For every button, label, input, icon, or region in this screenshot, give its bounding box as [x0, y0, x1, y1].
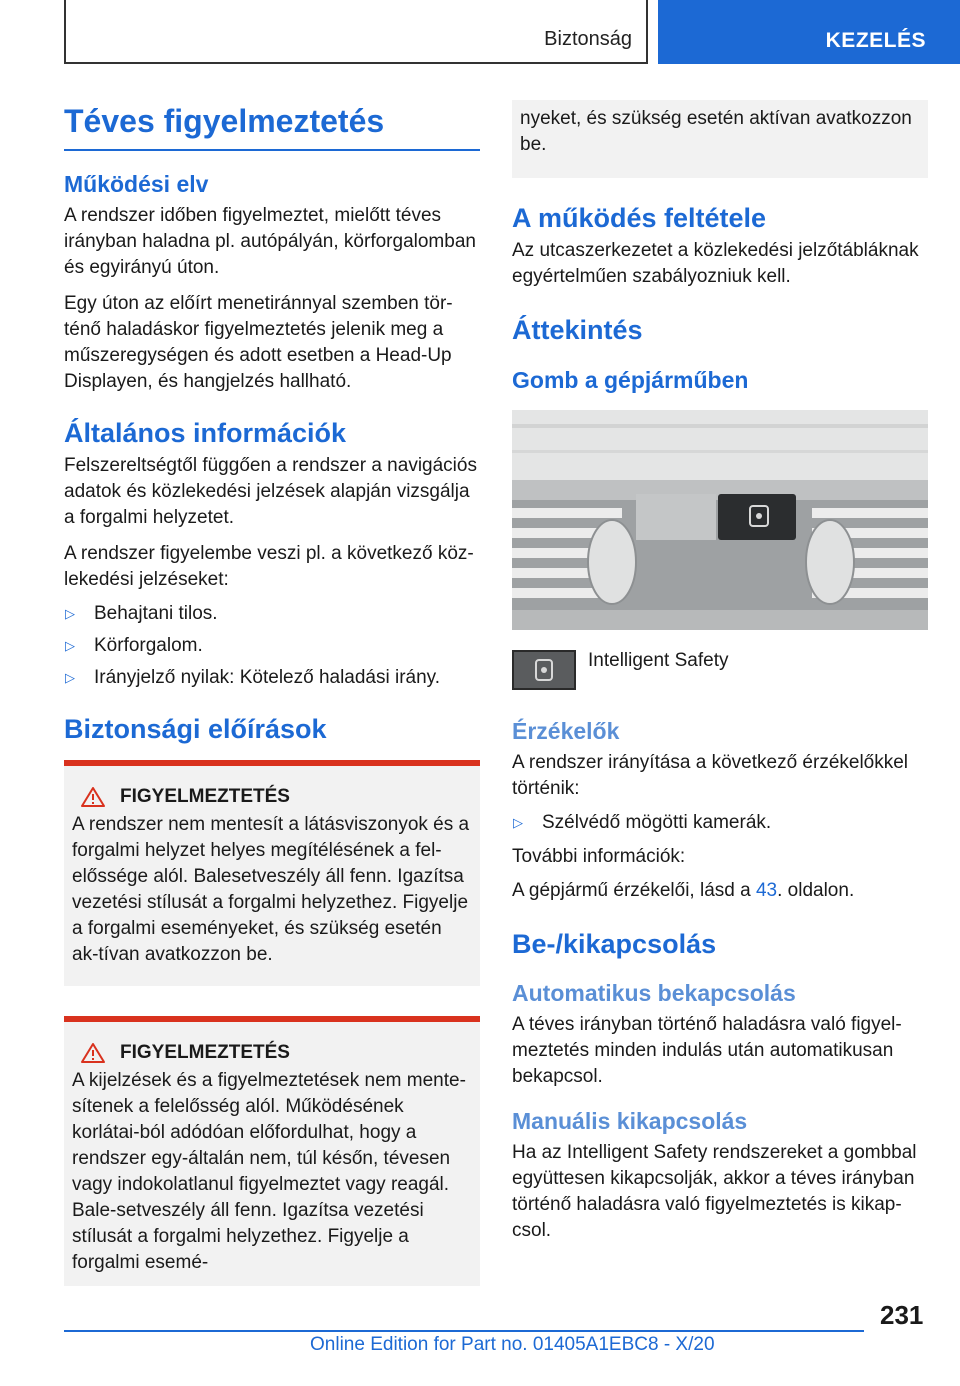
bullet-triangle-icon: ▷ — [513, 814, 523, 830]
paragraph-principle-2: Egy úton az előírt menetiránnyal szemben tör-ténő haladáskor figyelmeztetés jelenik meg a műszeregységen és adott esetben a Head-Up Displayen, és hangjelzés hallható. — [64, 292, 453, 392]
warning-box-1 — [64, 760, 480, 986]
bullet-triangle-icon: ▷ — [65, 670, 75, 686]
list-item — [64, 601, 480, 627]
list-item-text: Irányjelző nyilak: Kötelező haladási irány. — [94, 667, 441, 689]
heading-condition: A működés feltétele — [512, 203, 767, 233]
heading-on-off: Be-/kikapcsolás — [512, 928, 717, 959]
paragraph-general-1: Felszereltségtől függően a rendszer a navigációs adatok és közlekedési jelzések alapján vizsgálja a forgalmi helyzetet. — [64, 455, 477, 529]
list-item-text: Körforgalom. — [94, 635, 203, 657]
page-title: Téves figyelmeztetés — [64, 104, 480, 151]
paragraph-sensor-reference — [512, 878, 928, 904]
warning-header — [72, 1042, 472, 1064]
warning-box-continuation — [512, 100, 928, 178]
safety-shield-icon — [514, 652, 574, 688]
warning-header — [72, 786, 472, 808]
heading-principle: Működési elv — [64, 171, 209, 198]
right-column — [512, 100, 928, 1244]
paragraph-general-2: A rendszer figyelembe veszi pl. a következő köz-lekedési jelzéseket: — [64, 543, 474, 591]
paragraph-manual-off: Ha az Intelligent Safety rendszereket a gombbal együttesen kikapcsolják, akkor a téves irányban történő haladásra való figyelmeztetés is kikap-csol. — [512, 1141, 917, 1241]
footer-edition: Online Edition for Part no. 01405A1EBC8 - X/20 — [310, 1334, 715, 1355]
heading-sensors: Érzékelők — [512, 718, 620, 745]
header-chapter-label: KEZELÉS — [825, 29, 926, 52]
heading-general-info: Általános információk — [64, 417, 347, 448]
list-item-text: Behajtani tilos. — [94, 603, 218, 625]
page-reference-link[interactable]: 43 — [755, 879, 778, 901]
warning-title: FIGYELMEZTETÉS — [120, 785, 290, 807]
list-item — [512, 810, 928, 836]
header-section-box — [64, 0, 648, 64]
heading-safety: Biztonsági előírások — [64, 714, 327, 745]
warning-box-2 — [64, 1016, 480, 1286]
paragraph-sensors: A rendszer irányítása a következő érzékelőkkel történik: — [512, 751, 909, 799]
warning-triangle-icon — [80, 786, 106, 808]
button-caption: Intelligent Safety — [588, 650, 729, 672]
paragraph-more-info: További információk: — [512, 845, 686, 867]
bullet-triangle-icon: ▷ — [65, 606, 75, 622]
heading-overview: Áttekintés — [512, 315, 643, 346]
intelligent-safety-button-icon — [512, 650, 576, 690]
warning-text-continued: nyeket, és szükség esetén aktívan avatkozzon be. — [520, 108, 912, 155]
warning-text: A kijelzések és a figyelmeztetések nem mente-sítenek a felelősség alól. Működésének korlátai-ból adódóan előfordulhat, hogy a rendszer egy-általán nem, túl későn, tévesen vagy indokolatlanul figyelmeztet vagy reagál. Bale-setveszély áll fenn. Igazítsa vezetési stílusát a forgalmi helyzethez. Figyelje a forgalmi esemé- — [72, 1069, 466, 1273]
page-number: 231 — [880, 1300, 924, 1330]
heading-manual-off: Manuális kikapcsolás — [512, 1107, 748, 1134]
button-legend — [512, 648, 928, 690]
paragraph-condition: Az utcaszerkezetet a közlekedési jelzőtábláknak egyértelműen szabályozniuk kell. — [512, 240, 919, 288]
warning-title: FIGYELMEZTETÉS — [120, 1041, 290, 1063]
heading-auto-on: Automatikus bekapcsolás — [512, 980, 796, 1007]
dashboard-photo-image — [512, 410, 928, 630]
dashboard-button-photo — [512, 410, 928, 630]
traffic-signs-list — [64, 601, 480, 691]
reference-text-after: . oldalon. — [777, 879, 855, 901]
bullet-triangle-icon: ▷ — [65, 638, 75, 654]
warning-text: A rendszer nem mentesít a látásviszonyok és a forgalmi helyzet helyes megítélésének a fel-előssége alól. Balesetveszély áll fenn. Igazítsa vezetési stílusát a forgalmi helyzethez. Figyelje a forgalmi eseményeket, és szükség esetén ak-tívan avatkozzon be. — [72, 813, 470, 965]
heading-button-in-vehicle: Gomb a gépjárműben — [512, 366, 749, 393]
list-item — [64, 633, 480, 659]
header-section-title: Biztonság — [544, 28, 632, 50]
reference-text-before: A gépjármű érzékelői, lásd a — [512, 879, 756, 901]
list-item-text: Szélvédő mögötti kamerák. — [542, 811, 772, 833]
left-column — [64, 100, 480, 1286]
header-chapter-tab[interactable] — [658, 0, 960, 64]
paragraph-principle-1: A rendszer időben figyelmeztet, mielőtt téves irányban haladna pl. autópályán, körforgalomban és egyirányú úton. — [64, 204, 476, 278]
paragraph-auto-on: A téves irányban történő haladásra való figyel-meztetés minden indulás után automatikusan bekapcsol. — [512, 1013, 902, 1087]
list-item — [64, 665, 480, 691]
warning-triangle-icon — [80, 1042, 106, 1064]
